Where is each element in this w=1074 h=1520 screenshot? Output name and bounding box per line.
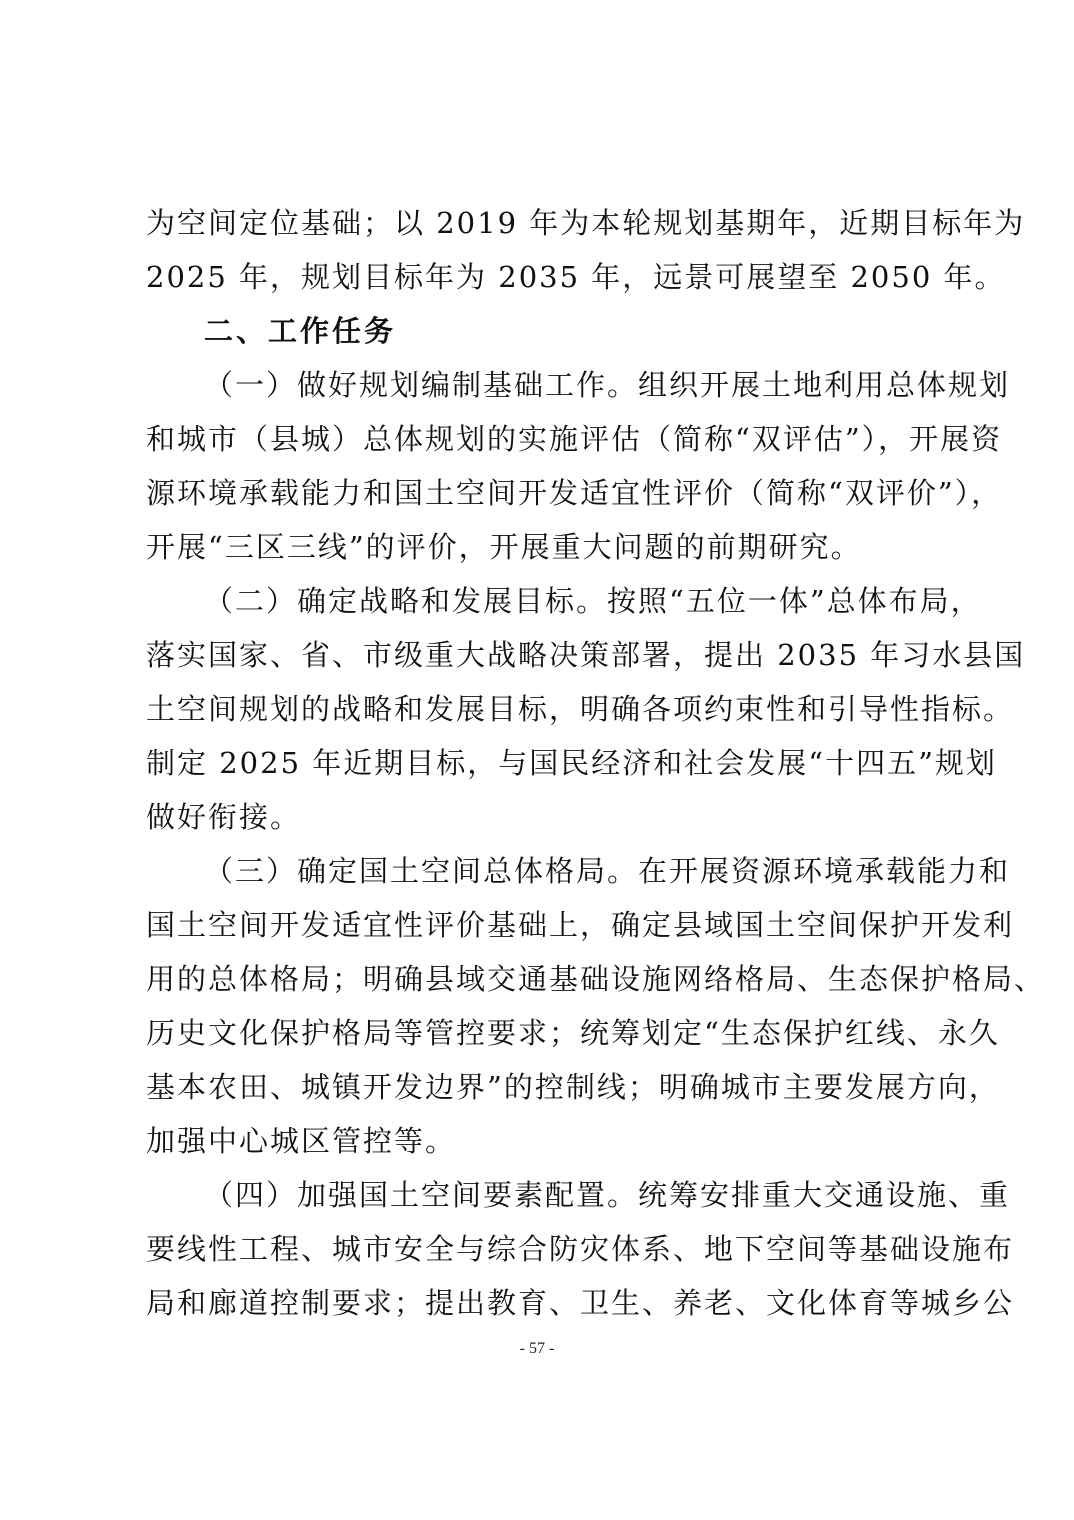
text-line: 加强中心城区管控等。 (146, 1124, 457, 1158)
body-text (146, 196, 1046, 1330)
text-line: （三）确定国土空间总体格局。在开展资源环境承载能力和 (204, 854, 1011, 888)
text-line: 开展“三区三线”的评价，开展重大问题的前期研究。 (146, 530, 862, 564)
text-line: （二）确定战略和发展目标。按照“五位一体”总体布局， (204, 584, 982, 618)
text-line: 局和廊道控制要求；提出教育、卫生、养老、文化体育等城乡公 (146, 1286, 1015, 1320)
text-line: 国土空间开发适宜性评价基础上，确定县域国土空间保护开发利 (146, 908, 1015, 942)
text-line: 基本农田、城镇开发边界”的控制线；明确城市主要发展方向， (146, 1070, 1000, 1104)
text-line: 制定 2025 年近期目标，与国民经济和社会发展“十四五”规划 (146, 746, 997, 780)
text-line: 历史文化保护格局等管控要求；统筹划定“生态保护红线、永久 (146, 1016, 1000, 1050)
text-line: 2025 年，规划目标年为 2035 年，远景可展望至 2050 年。 (146, 260, 1006, 294)
text-line: （四）加强国土空间要素配置。统筹安排重大交通设施、重 (204, 1178, 1011, 1212)
text-line: 用的总体格局；明确县域交通基础设施网络格局、生态保护格局、 (146, 962, 1046, 996)
text-line: 和城市（县城）总体规划的实施评估（简称“双评估”），开展资 (146, 422, 1003, 456)
text-line: 为空间定位基础；以 2019 年为本轮规划基期年，近期目标年为 (146, 206, 1026, 240)
text-line: （一）做好规划编制基础工作。组织开展土地利用总体规划 (204, 368, 1011, 402)
text-line: 源环境承载能力和国土空间开发适宜性评价（简称“双评价”）， (146, 476, 1003, 510)
text-line: 落实国家、省、市级重大战略决策部署，提出 2035 年习水县国 (146, 638, 1026, 672)
page-number: - 57 - (519, 1340, 555, 1357)
section-heading: 二、工作任务 (204, 314, 397, 348)
text-line: 要线性工程、城市安全与综合防灾体系、地下空间等基础设施布 (146, 1232, 1015, 1266)
text-line: 做好衔接。 (146, 800, 302, 834)
text-line: 土空间规划的战略和发展目标，明确各项约束性和引导性指标。 (146, 692, 1015, 726)
